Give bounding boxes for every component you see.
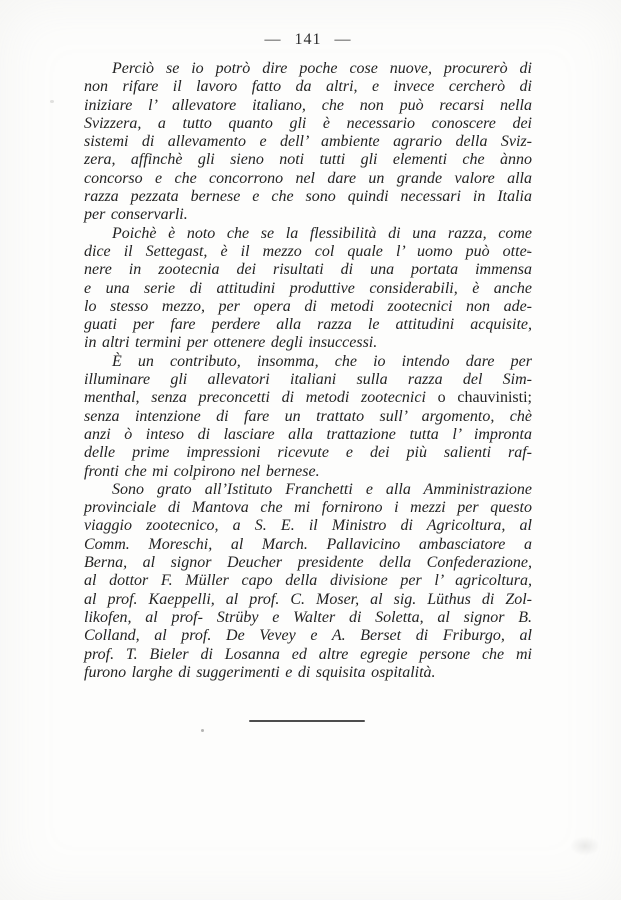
- scan-artifact: [201, 729, 204, 732]
- page-number-header: — 141 —: [264, 31, 352, 48]
- text-line: concorso e che concorrono nel dare un grande valore alla: [84, 169, 532, 187]
- text-line: È un contributo, insomma, che io intendo dare per: [112, 352, 532, 370]
- text-line: sistemi di allevamento e dell’ ambiente agrario della Sviz-: [84, 133, 532, 151]
- text-line: Comm. Moreschi, al March. Pallavicino ambasciatore a: [84, 535, 532, 553]
- text-line: anzi ò inteso di lasciare alla trattazione tutta l’ impronta: [84, 425, 532, 443]
- text-line: razza pezzata bernese e che sono quindi necessari in Italia: [84, 188, 532, 206]
- section-divider: [249, 720, 365, 722]
- text-line: fronti che mi colpirono nel bernese.: [84, 462, 320, 480]
- text-line: menthal, senza preconcetti di metodi zootecnici o chauvinisti;: [84, 389, 532, 407]
- text-line: dice il Settegast, è il mezzo col quale l’ uomo può otte-: [84, 242, 532, 260]
- text-line: delle prime impressioni ricevute e dei più salienti raf-: [84, 444, 532, 462]
- text-line: Svizzera, a tutto quanto gli è necessario conoscere dei: [84, 114, 532, 132]
- text-line: viaggio zootecnico, a S. E. il Ministro di Agricoltura, al: [84, 517, 532, 535]
- scan-artifact: [50, 100, 54, 103]
- text-line: al prof. Kaeppelli, al prof. C. Moser, al sig. Lüthus di Zol-: [84, 590, 532, 608]
- text-line: furono larghe di suggerimenti e di squisita ospitalità.: [84, 663, 436, 681]
- text-line: nere in zootecnia dei risultati di una portata immensa: [84, 261, 532, 279]
- text-line: iniziare l’ allevatore italiano, che non può recarsi nella: [84, 96, 532, 114]
- text-line: illuminare gli allevatori italiani sulla razza del Sim-: [84, 371, 532, 389]
- text-line: Berna, al signor Deucher presidente della Confederazione,: [84, 554, 532, 572]
- roman-text-segment: o chauvinisti;: [437, 389, 532, 407]
- text-line: zera, affinchè gli sieno noti tutti gli elementi che ànno: [84, 151, 532, 169]
- text-line: lo stesso mezzo, per opera di metodi zootecnici non ade-: [84, 297, 532, 315]
- text-line: Perciò se io potrò dire poche cose nuove, procurerò di: [112, 60, 532, 77]
- text-line: e una serie di attitudini produttive considerabili, è anche: [84, 279, 532, 297]
- text-line: senza intenzione di fare un trattato sull’ argomento, chè: [84, 407, 532, 425]
- scan-artifact: [527, 250, 530, 253]
- scan-artifact: [570, 836, 600, 856]
- text-line: Poichè è noto che se la flessibilità di una razza, come: [112, 224, 532, 242]
- text-line: non rifare il lavoro fatto da altri, e invece cercherò di: [84, 78, 532, 96]
- text-line: Colland, al prof. De Vevey e A. Berset di Friburgo, al: [84, 627, 532, 645]
- text-line: guati per fare perdere alla razza le attitudini acquisite,: [84, 316, 532, 334]
- text-line: provinciale di Mantova che mi fornirono i mezzi per questo: [84, 499, 532, 517]
- text-line: al dottor F. Müller capo della divisione per l’ agricoltura,: [84, 572, 532, 590]
- text-line: prof. T. Bieler di Losanna ed altre egregie persone che mi: [84, 645, 532, 663]
- text-line: likofen, al prof- Strüby e Walter di Soletta, al signor B.: [84, 608, 532, 626]
- body-text-block: [84, 60, 532, 682]
- text-line: in altri termini per ottenere degli insuccessi.: [84, 334, 378, 352]
- text-line: Sono grato all’Istituto Franchetti e alla Amministrazione: [112, 480, 532, 498]
- text-line: per conservarli.: [84, 206, 188, 224]
